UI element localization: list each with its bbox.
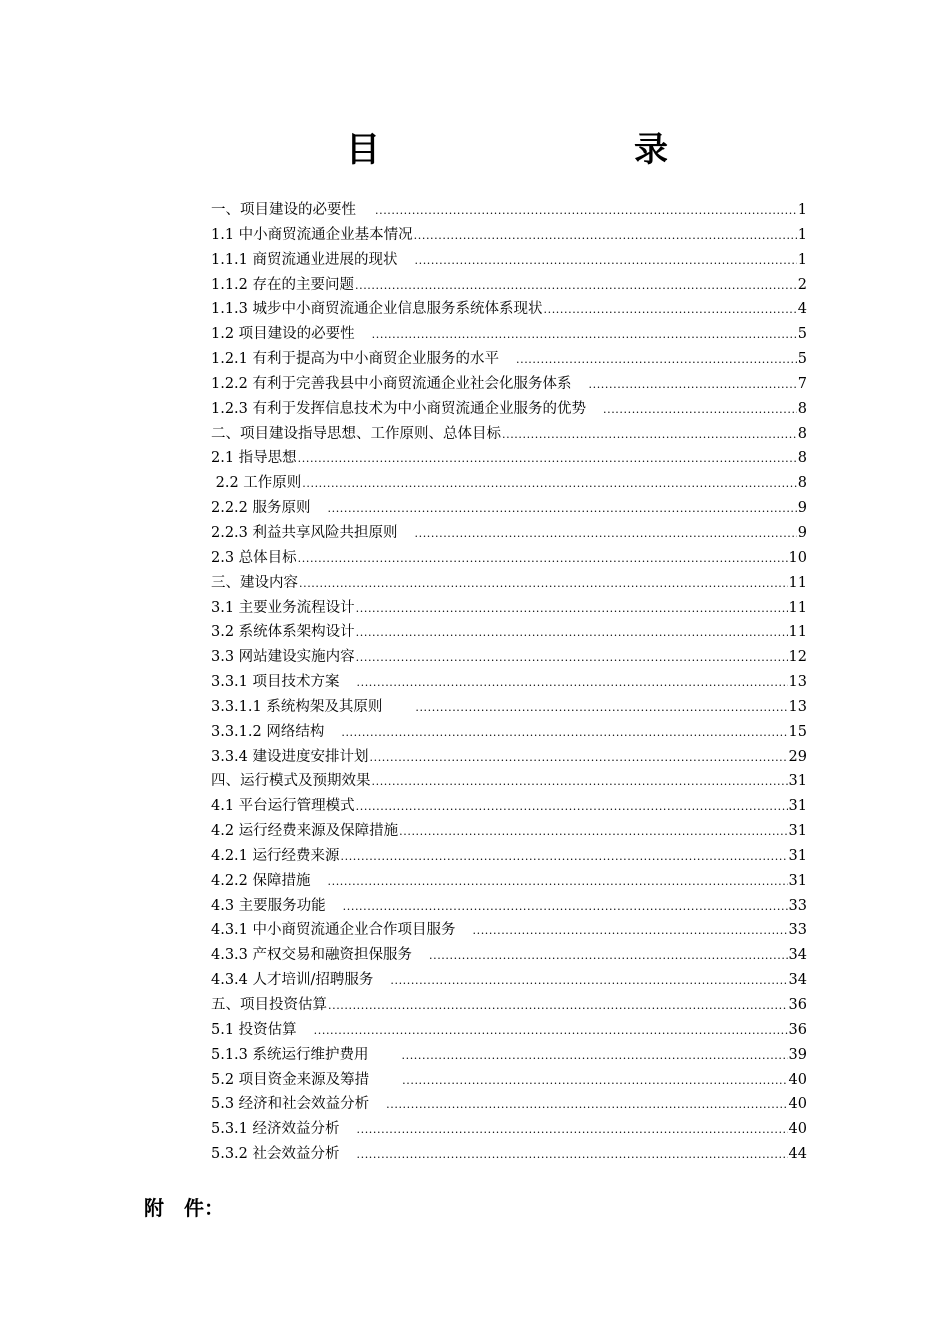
toc-dot-leader xyxy=(357,1143,788,1168)
toc-dot-leader xyxy=(399,820,787,845)
toc-page-number: 40 xyxy=(788,1071,807,1088)
toc-page-number: 11 xyxy=(788,574,807,591)
toc-entry[interactable] xyxy=(211,794,807,819)
toc-entry-title: 2.2.2 服务原则 xyxy=(211,500,311,517)
toc-entry-title: 5.2 项目资金来源及筹措 xyxy=(211,1071,370,1088)
toc-dot-leader xyxy=(429,944,788,969)
toc-dot-leader xyxy=(357,671,788,696)
toc-entry[interactable] xyxy=(211,1043,807,1068)
toc-entry[interactable] xyxy=(211,521,807,546)
toc-entry[interactable] xyxy=(211,695,807,720)
toc-entry[interactable] xyxy=(211,943,807,968)
toc-page-number: 8 xyxy=(797,400,807,417)
toc-entry[interactable] xyxy=(211,223,807,248)
toc-entry-title: 四、运行模式及预期效果 xyxy=(211,773,371,790)
toc-dot-leader xyxy=(299,572,788,597)
toc-entry[interactable] xyxy=(211,273,807,298)
toc-entry-title: 1.1.1 商贸流通业进展的现状 xyxy=(211,251,398,268)
toc-page-number: 8 xyxy=(797,450,807,467)
toc-entry-title: 3.3 网站建设实施内容 xyxy=(211,649,355,666)
toc-entry-title: 3.1 主要业务流程设计 xyxy=(211,599,355,616)
toc-dot-leader xyxy=(356,795,788,820)
toc-entry[interactable] xyxy=(211,1117,807,1142)
toc-entry-title: 3.3.1.2 网络结构 xyxy=(211,723,325,740)
toc-dot-leader xyxy=(603,398,797,423)
toc-entry[interactable] xyxy=(211,670,807,695)
toc-dot-leader xyxy=(302,472,796,497)
toc-entry[interactable] xyxy=(211,720,807,745)
toc-page-number: 34 xyxy=(788,947,807,964)
toc-dot-leader xyxy=(341,845,788,870)
toc-page-number: 5 xyxy=(797,351,807,368)
toc-dot-leader xyxy=(328,994,788,1019)
toc-entry[interactable] xyxy=(211,993,807,1018)
toc-page-number: 34 xyxy=(788,972,807,989)
toc-entry[interactable] xyxy=(211,596,807,621)
toc-dot-leader xyxy=(341,721,787,746)
toc-dot-leader xyxy=(370,746,788,771)
toc-entry[interactable] xyxy=(211,372,807,397)
toc-entry-title: 1.1.3 城步中小商贸流通企业信息服务系统体系现状 xyxy=(211,301,543,318)
toc-entry-title: 4.3.3 产权交易和融资担保服务 xyxy=(211,947,413,964)
toc-entry[interactable] xyxy=(211,546,807,571)
toc-page-number: 11 xyxy=(788,624,807,641)
toc-dot-leader xyxy=(589,373,797,398)
toc-dot-leader xyxy=(415,696,787,721)
toc-dot-leader xyxy=(298,447,797,472)
toc-entry-title: 1.2 项目建设的必要性 xyxy=(211,326,355,343)
toc-entry-title: 5.3.1 经济效益分析 xyxy=(211,1121,340,1138)
toc-dot-leader xyxy=(375,199,797,224)
toc-entry-title: 3.2 系统体系架构设计 xyxy=(211,624,355,641)
toc-dot-leader xyxy=(516,348,797,373)
toc-entry-title: 三、建设内容 xyxy=(211,574,298,591)
toc-entry[interactable] xyxy=(211,322,807,347)
toc-page-number: 12 xyxy=(788,649,807,666)
toc-dot-leader xyxy=(355,274,797,299)
toc-dot-leader xyxy=(473,919,788,944)
toc-entry-title: 1.2.1 有利于提高为中小商贸企业服务的水平 xyxy=(211,351,500,368)
toc-page-number: 31 xyxy=(788,823,807,840)
toc-dot-leader xyxy=(544,298,797,323)
toc-entry-title: 5.1.3 系统运行维护费用 xyxy=(211,1046,369,1063)
toc-page-number: 4 xyxy=(797,301,807,318)
toc-dot-leader xyxy=(356,646,788,671)
toc-entry[interactable] xyxy=(211,869,807,894)
toc-dot-leader xyxy=(356,621,788,646)
toc-entry[interactable] xyxy=(211,918,807,943)
annex-heading: 附 件： xyxy=(144,1196,224,1220)
toc-dot-leader xyxy=(372,770,788,795)
toc-entry[interactable] xyxy=(211,248,807,273)
toc-page-number: 15 xyxy=(788,723,807,740)
toc-dot-leader xyxy=(372,323,797,348)
toc-entry-title: 2.2 工作原则 xyxy=(211,475,302,492)
toc-entry-title: 4.3 主要服务功能 xyxy=(211,897,326,914)
toc-page-number: 9 xyxy=(797,524,807,541)
toc-dot-leader xyxy=(415,522,797,547)
toc-dot-leader xyxy=(502,423,797,448)
toc-entry-title: 1.1 中小商贸流通企业基本情况 xyxy=(211,226,413,243)
toc-entry-title: 5.3 经济和社会效益分析 xyxy=(211,1096,370,1113)
toc-page-number: 31 xyxy=(788,847,807,864)
toc-dot-leader xyxy=(415,249,797,274)
toc-entry[interactable] xyxy=(211,1142,807,1167)
toc-entry-title: 4.2.1 运行经费来源 xyxy=(211,847,340,864)
toc-entry[interactable] xyxy=(211,422,807,447)
toc-dot-leader xyxy=(390,969,787,994)
toc-entry[interactable] xyxy=(211,894,807,919)
toc-dot-leader xyxy=(386,1093,787,1118)
toc-dot-leader xyxy=(328,870,788,895)
toc-dot-leader xyxy=(343,895,788,920)
toc-entry[interactable] xyxy=(211,198,807,223)
toc-entry-title: 2.2.3 利益共享风险共担原则 xyxy=(211,524,398,541)
toc-entry-title: 1.2.2 有利于完善我县中小商贸流通企业社会化服务体系 xyxy=(211,375,572,392)
toc-dot-leader xyxy=(357,1118,788,1143)
toc-entry[interactable] xyxy=(211,571,807,596)
toc-entry[interactable] xyxy=(211,1018,807,1043)
toc-dot-leader xyxy=(314,1019,788,1044)
toc-entry[interactable] xyxy=(211,297,807,322)
toc-dot-leader xyxy=(298,547,788,572)
toc-entry[interactable] xyxy=(211,819,807,844)
toc-page-number: 1 xyxy=(797,251,807,268)
toc-page-number: 10 xyxy=(788,549,807,566)
toc-entry[interactable] xyxy=(211,347,807,372)
toc-page-number: 1 xyxy=(797,226,807,243)
toc-page-number: 33 xyxy=(788,922,807,939)
toc-dot-leader xyxy=(402,1069,787,1094)
toc-dot-leader xyxy=(356,597,788,622)
toc-page-number: 36 xyxy=(788,997,807,1013)
toc-entry-title: 5.3.2 社会效益分析 xyxy=(211,1146,340,1163)
toc-entry[interactable] xyxy=(211,745,807,770)
toc-page-number: 31 xyxy=(788,773,807,790)
toc-page-number: 29 xyxy=(788,748,807,765)
toc-page-number: 13 xyxy=(788,674,807,691)
toc-entry-title: 4.3.1 中小商贸流通企业合作项目服务 xyxy=(211,922,456,939)
toc-entry[interactable] xyxy=(211,769,807,794)
toc-page-number: 31 xyxy=(788,872,807,889)
toc-entry[interactable] xyxy=(211,620,807,645)
toc-entry[interactable] xyxy=(211,496,807,521)
toc-page-number: 44 xyxy=(788,1146,807,1163)
toc-page-number: 36 xyxy=(788,1021,807,1038)
toc-page-number: 1 xyxy=(797,202,807,218)
page-title: 目 录 xyxy=(346,130,730,170)
toc-entry-title: 五、项目投资估算 xyxy=(211,997,327,1013)
toc-page-number: 11 xyxy=(788,599,807,616)
toc-page-number: 8 xyxy=(797,475,807,492)
toc-entry-title: 1.1.2 存在的主要问题 xyxy=(211,276,355,293)
toc-entry[interactable] xyxy=(211,968,807,993)
table-of-contents xyxy=(211,198,807,1167)
toc-dot-leader xyxy=(328,497,797,522)
toc-entry-title: 4.2.2 保障措施 xyxy=(211,872,311,889)
toc-entry[interactable] xyxy=(211,446,807,471)
toc-entry-title: 3.3.4 建设进度安排计划 xyxy=(211,748,369,765)
toc-entry-title: 5.1 投资估算 xyxy=(211,1021,297,1038)
toc-page-number: 13 xyxy=(788,698,807,715)
toc-dot-leader xyxy=(414,224,797,249)
toc-entry[interactable] xyxy=(211,645,807,670)
toc-page-number: 31 xyxy=(788,798,807,815)
toc-entry[interactable] xyxy=(211,1068,807,1093)
toc-page-number: 40 xyxy=(788,1121,807,1138)
toc-dot-leader xyxy=(402,1044,788,1069)
toc-page-number: 9 xyxy=(797,500,807,517)
toc-entry-title: 2.1 指导思想 xyxy=(211,450,297,467)
toc-entry-title: 3.3.1 项目技术方案 xyxy=(211,674,340,691)
toc-page-number: 33 xyxy=(788,897,807,914)
toc-entry[interactable] xyxy=(211,844,807,869)
toc-entry[interactable] xyxy=(211,397,807,422)
toc-entry-title: 3.3.1.1 系统构架及其原则 xyxy=(211,698,383,715)
toc-page-number: 7 xyxy=(797,375,807,392)
toc-entry-title: 4.3.4 人才培训/招聘服务 xyxy=(211,972,374,989)
toc-page-number: 5 xyxy=(797,326,807,343)
toc-page-number: 2 xyxy=(797,276,807,293)
toc-entry-title: 二、项目建设指导思想、工作原则、总体目标 xyxy=(211,425,501,442)
toc-entry-title: 4.1 平台运行管理模式 xyxy=(211,798,355,815)
toc-entry[interactable] xyxy=(211,1092,807,1117)
toc-entry-title: 1.2.3 有利于发挥信息技术为中小商贸流通企业服务的优势 xyxy=(211,400,587,417)
toc-page-number: 39 xyxy=(788,1046,807,1063)
toc-page-number: 8 xyxy=(797,425,807,442)
toc-entry-title: 4.2 运行经费来源及保障措施 xyxy=(211,823,399,840)
toc-entry-title: 一、项目建设的必要性 xyxy=(211,202,356,218)
toc-entry-title: 2.3 总体目标 xyxy=(211,549,297,566)
toc-page-number: 40 xyxy=(788,1096,807,1113)
toc-entry[interactable] xyxy=(211,471,807,496)
